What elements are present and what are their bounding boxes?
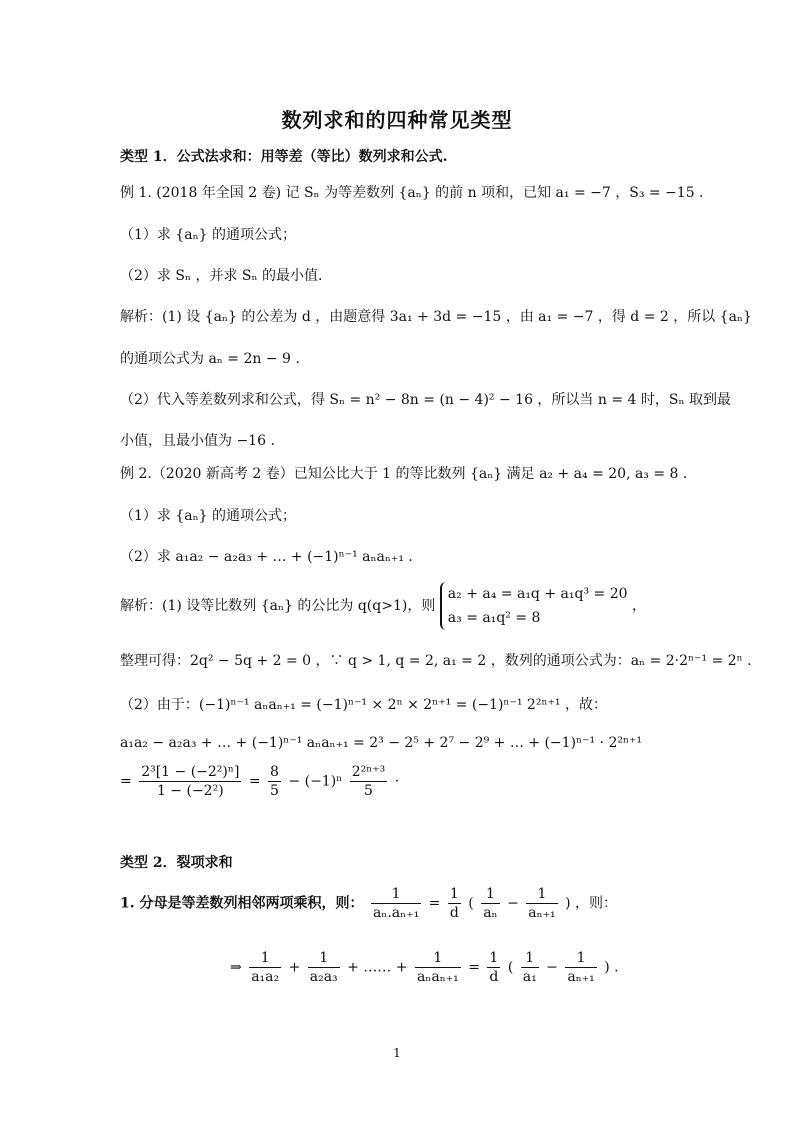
- sum-fraction-1-denominator: a₁a₂: [251, 969, 280, 985]
- sum-fraction-6-numerator: 1: [565, 950, 596, 968]
- sum-paren-open: (: [507, 959, 514, 976]
- example2-solution1-line2: 整理可得：2q² − 5q + 2 = 0 ，∵ q > 1, q = 2, a₁ = 2 ，数列的通项公式为：aₙ = 2·2ⁿ⁻¹ = 2ⁿ .: [120, 653, 752, 669]
- result-fraction-1-denominator: 5: [270, 783, 279, 799]
- example2-question1: （1）求 {aₙ} 的通项公式；: [120, 508, 297, 524]
- sum-fraction-1: [249, 950, 281, 985]
- type2-heading: 类型 2．裂项求和: [120, 855, 233, 871]
- telescoping-sum-line: [230, 950, 619, 985]
- implies-arrow: ⇒: [230, 959, 242, 976]
- sum-fraction-2-numerator: 1: [308, 950, 340, 968]
- sum-minus: −: [546, 959, 558, 976]
- page-number: 1: [393, 1046, 401, 1060]
- example1-solution2-line1: （2）代入等差数列求和公式，得 Sₙ = n² − 8n = (n − 4)² − 16 ，所以当 n = 4 时，Sₙ 取到最: [120, 392, 731, 408]
- item1-fraction-4: [526, 886, 557, 921]
- sum-equals: =: [468, 959, 480, 976]
- item1-fraction-2-numerator: 1: [448, 886, 461, 904]
- example1-solution2-line2: 小值，且最小值为 −16 .: [120, 433, 275, 449]
- item1-fraction-1: [371, 886, 421, 921]
- sum-fraction-3: [415, 950, 461, 985]
- item1-fraction-2-denominator: d: [449, 905, 459, 921]
- sum-suffix: ) .: [604, 959, 619, 976]
- sum-fraction-4: [487, 950, 500, 985]
- sum-fraction-3-numerator: 1: [415, 950, 461, 968]
- item1-fraction-3: [481, 886, 499, 921]
- example1-solution1-line1: 解析：(1) 设 {aₙ} 的公差为 d ，由题意得 3a₁ + 3d = −15 ，由 a₁ = −7 ，得 d = 2 ，所以 {aₙ}: [120, 309, 752, 325]
- example2-solution1-line1: [120, 582, 646, 630]
- sum-plus: +: [288, 959, 301, 976]
- item1-fraction-1-denominator: aₙ.aₙ₊₁: [372, 905, 420, 921]
- example1-statement: 例 1. (2018 年全国 2 卷) 记 Sₙ 为等差数列 {aₙ} 的前 n 项和，已知 a₁ = −7 ，S₃ = −15 .: [120, 185, 704, 201]
- sum-fraction-3-denominator: aₙaₙ₊₁: [416, 969, 459, 985]
- example2-solution2-line1: （2）由于：(−1)ⁿ⁻¹ aₙaₙ₊₁ = (−1)ⁿ⁻¹ × 2ⁿ × 2ⁿ⁺¹ = (−1)ⁿ⁻¹ 2²ⁿ⁺¹ ，故：: [120, 697, 607, 713]
- item1-minus: −: [507, 895, 519, 912]
- item1-fraction-4-numerator: 1: [526, 886, 557, 904]
- example2-solution2-line2: a₁a₂ − a₂a₃ + … + (−1)ⁿ⁻¹ aₙaₙ₊₁ = 2³ − 2⁵ + 2⁷ − 2⁹ + … + (−1)ⁿ⁻¹ · 2²ⁿ⁺¹: [120, 735, 643, 751]
- equals-sign: =: [120, 773, 132, 790]
- result-fraction-2-denominator: 5: [364, 783, 373, 799]
- item1-equals: =: [428, 895, 441, 912]
- item1-fraction-3-numerator: 1: [481, 886, 499, 904]
- example2-statement: 例 2.（2020 新高考 2 卷）已知公比大于 1 的等比数列 {aₙ} 满足 a₂ + a₄ = 20, a₃ = 8 .: [120, 466, 688, 482]
- equation-system: [440, 582, 628, 630]
- geometric-sum-fraction: [139, 764, 241, 799]
- example2-solution2-line3: [120, 764, 399, 799]
- equation-system-suffix: ，: [631, 598, 646, 614]
- result-fraction-2-numerator: 2²ⁿ⁺³: [351, 764, 386, 780]
- result-fraction-2: [350, 764, 388, 799]
- sum-fraction-2: [308, 950, 340, 985]
- item1-fraction-4-denominator: aₙ₊₁: [528, 905, 556, 921]
- sum-fraction-4-numerator: 1: [487, 950, 500, 968]
- result-fraction-1: [268, 764, 281, 799]
- type1-heading: 类型 1．公式法求和：用等差（等比）数列求和公式.: [120, 149, 448, 165]
- example2-question2: （2）求 a₁a₂ − a₂a₃ + … + (−1)ⁿ⁻¹ aₙaₙ₊₁ .: [120, 549, 413, 565]
- result-minus-term: − (−1)ⁿ: [288, 773, 343, 790]
- example1-solution1-line2: 的通项公式为 aₙ = 2n − 9 .: [120, 351, 300, 367]
- sum-fraction-4-denominator: d: [489, 969, 499, 985]
- item1-paren-open: (: [468, 895, 474, 912]
- geometric-sum-denominator: 1 − (−2²): [156, 783, 224, 799]
- sum-fraction-2-denominator: a₂a₃: [309, 969, 338, 985]
- page-title: 数列求和的四种常见类型: [281, 108, 513, 132]
- result-end-dot: ·: [394, 773, 400, 790]
- item1-fraction-3-denominator: aₙ: [483, 905, 498, 921]
- example1-question1: （1）求 {aₙ} 的通项公式；: [120, 227, 297, 243]
- example2-solution1-prefix: 解析：(1) 设等比数列 {aₙ} 的公比为 q(q>1)，则: [120, 598, 436, 614]
- sum-fraction-1-numerator: 1: [249, 950, 281, 968]
- equals-sign-2: =: [248, 773, 261, 790]
- sum-fraction-6-denominator: aₙ₊₁: [567, 969, 595, 985]
- example1-question2: （2）求 Sₙ ，并求 Sₙ 的最小值.: [120, 268, 323, 284]
- item1-fraction-1-numerator: 1: [371, 886, 421, 904]
- item1-line: [120, 886, 617, 921]
- item1-fraction-2: [448, 886, 461, 921]
- item1-suffix: ) ，则：: [565, 895, 618, 912]
- sum-ellipsis: + …… +: [347, 959, 408, 976]
- equation-system-line2: a₃ = a₁q² = 8: [447, 610, 541, 626]
- sum-fraction-5: [521, 950, 539, 985]
- sum-fraction-5-numerator: 1: [521, 950, 539, 968]
- sum-fraction-6: [565, 950, 596, 985]
- equation-system-line1: a₂ + a₄ = a₁q + a₁q³ = 20: [447, 586, 628, 602]
- sum-fraction-5-denominator: a₁: [522, 969, 537, 985]
- result-fraction-1-numerator: 8: [270, 764, 279, 780]
- geometric-sum-numerator: 2³[1 − (−2²)ⁿ]: [141, 764, 240, 780]
- item1-prefix: 1. 分母是等差数列相邻两项乘积，则：: [120, 895, 364, 912]
